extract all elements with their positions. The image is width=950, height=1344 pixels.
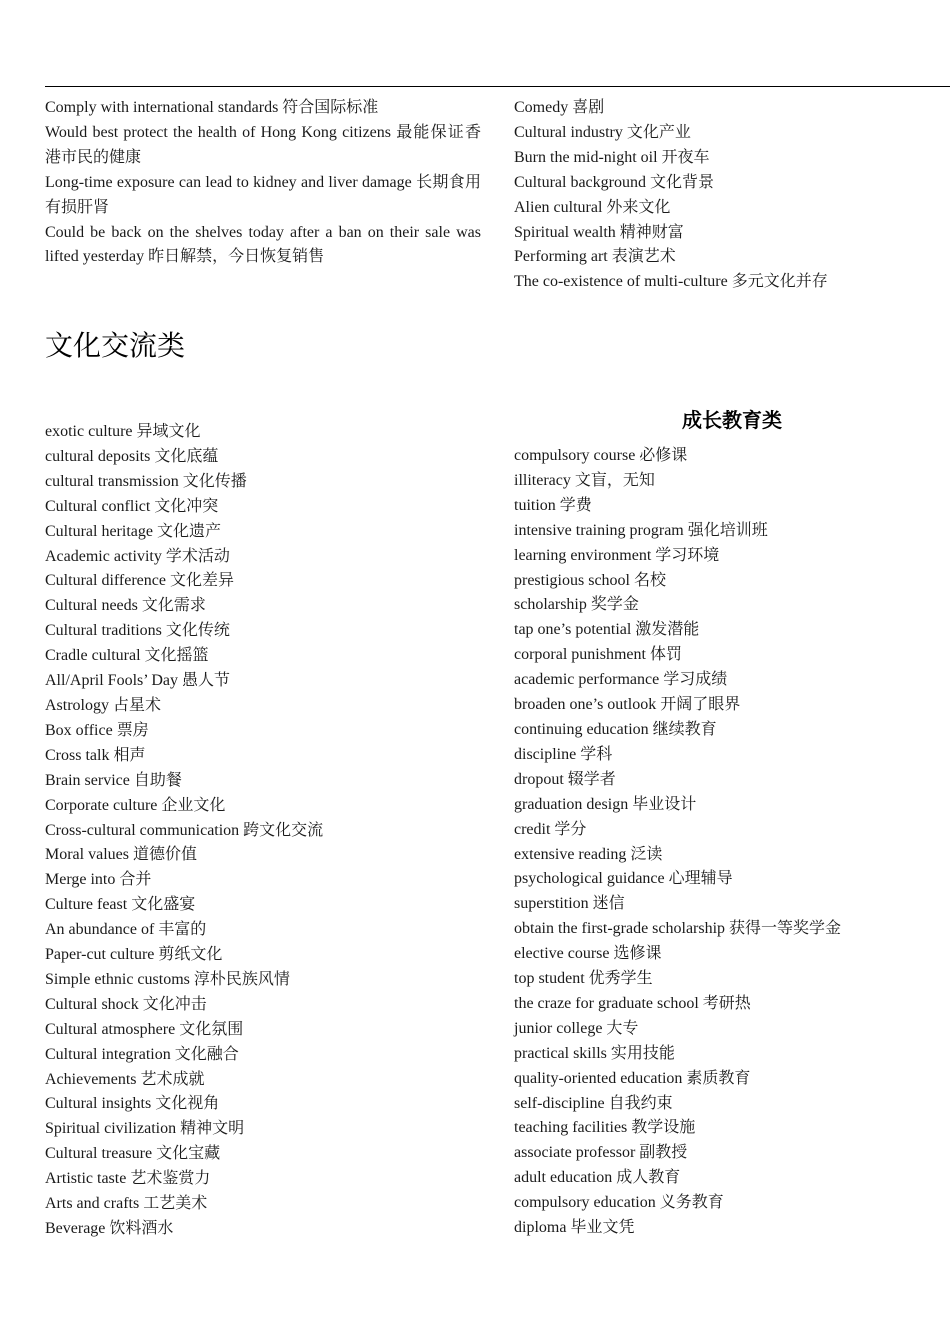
vocab-entry: junior college 大专 — [514, 1019, 639, 1037]
vocab-entry: elective course 选修课 — [514, 945, 662, 963]
vocab-entry: Cradle cultural 文化摇篮 — [45, 647, 209, 665]
vocab-entry: Cultural heritage 文化遗产 — [45, 522, 221, 540]
vocab-entry: Arts and crafts 工艺美术 — [45, 1195, 208, 1213]
vocab-entry: teaching facilities 教学设施 — [514, 1119, 696, 1137]
vocab-entry: corporal punishment 体罚 — [514, 646, 682, 664]
vocab-entry: Would best protect the health of Hong Kong citizens 最能保证香港市民的健康 — [45, 123, 481, 166]
vocab-entry: superstition 迷信 — [514, 895, 625, 913]
vocab-entry: Moral values 道德价值 — [45, 846, 197, 864]
vocab-entry: adult education 成人教育 — [514, 1169, 681, 1187]
vocab-entry: Academic activity 学术活动 — [45, 547, 230, 565]
vocab-entry: Cultural background 文化背景 — [514, 173, 714, 191]
vocab-entry: Burn the mid-night oil 开夜车 — [514, 148, 710, 166]
vocab-entry: Brain service 自助餐 — [45, 771, 182, 789]
vocab-entry: tap one’s potential 激发潜能 — [514, 621, 700, 639]
vocab-entry: Alien cultural 外来文化 — [514, 198, 671, 216]
vocab-entry: Artistic taste 艺术鉴赏力 — [45, 1170, 211, 1188]
vocab-entry: An abundance of 丰富的 — [45, 921, 207, 939]
vocab-entry: Cultural shock 文化冲击 — [45, 995, 207, 1013]
vocab-entry: cultural deposits 文化底蕴 — [45, 447, 219, 465]
vocab-entry: Cultural insights 文化视角 — [45, 1095, 220, 1113]
vocab-entry: scholarship 奖学金 — [514, 596, 639, 614]
culture-vocab-list — [45, 420, 481, 1242]
vocab-entry: Cultural traditions 文化传统 — [45, 622, 230, 640]
vocab-entry: Box office 票房 — [45, 721, 149, 739]
vocab-entry: Cultural treasure 文化宝藏 — [45, 1145, 221, 1163]
top-rule — [45, 86, 950, 87]
vocab-entry: Spiritual civilization 精神文明 — [45, 1120, 245, 1138]
top-left-column — [45, 96, 481, 270]
vocab-entry: Comply with international standards 符合国际标准 — [45, 99, 379, 116]
vocab-entry: Merge into 合并 — [45, 871, 152, 889]
vocab-entry: top student 优秀学生 — [514, 970, 653, 988]
vocab-entry: The co-existence of multi-culture 多元文化并存 — [514, 273, 828, 291]
vocab-entry: quality-oriented education 素质教育 — [514, 1069, 751, 1087]
vocab-entry: extensive reading 泛读 — [514, 845, 663, 863]
vocab-entry: associate professor 副教授 — [514, 1144, 688, 1162]
culture-section-title: 文化交流类 — [45, 329, 186, 362]
vocab-entry: practical skills 实用技能 — [514, 1044, 675, 1062]
vocab-entry: Beverage 饮料酒水 — [45, 1220, 174, 1237]
vocab-entry: Simple ethnic customs 淳朴民族风情 — [45, 970, 290, 988]
vocab-entry: graduation design 毕业设计 — [514, 795, 697, 813]
vocab-entry: psychological guidance 心理辅导 — [514, 870, 733, 888]
vocab-entry: intensive training program 强化培训班 — [514, 521, 768, 539]
vocab-entry: the craze for graduate school 考研热 — [514, 994, 751, 1012]
vocab-entry: Comedy 喜剧 — [514, 99, 605, 116]
education-section-title: 成长教育类 — [682, 408, 782, 432]
vocab-entry: Cultural difference 文化差异 — [45, 572, 234, 590]
vocab-entry: dropout 辍学者 — [514, 770, 616, 788]
vocab-entry: Performing art 表演艺术 — [514, 248, 676, 266]
vocab-entry: Cross-cultural communication 跨文化交流 — [45, 821, 324, 839]
vocab-entry: learning environment 学习环境 — [514, 546, 720, 564]
vocab-entry: Cultural needs 文化需求 — [45, 597, 206, 615]
vocab-entry: Spiritual wealth 精神财富 — [514, 223, 684, 241]
vocab-entry: credit 学分 — [514, 820, 587, 838]
vocab-entry: academic performance 学习成绩 — [514, 671, 728, 689]
vocab-entry: Could be back on the shelves today after a ban on their sale was lifted yesterday 昨日解禁，今日恢复销售 — [45, 223, 481, 266]
vocab-entry: All/April Fools’ Day 愚人节 — [45, 672, 231, 690]
vocab-entry: Long-time exposure can lead to kidney and liver damage 长期食用有损肝肾 — [45, 173, 481, 216]
education-vocab-list — [514, 444, 944, 1241]
vocab-entry: Cross talk 相声 — [45, 746, 146, 764]
vocab-entry: tuition 学费 — [514, 496, 592, 514]
vocab-entry: prestigious school 名校 — [514, 571, 666, 589]
vocab-entry: diploma 毕业文凭 — [514, 1219, 635, 1237]
vocab-entry: Cultural industry 文化产业 — [514, 123, 691, 141]
vocab-entry: cultural transmission 文化传播 — [45, 472, 247, 490]
vocab-entry: obtain the first-grade scholarship 获得一等奖学金 — [514, 920, 842, 938]
vocab-entry: Cultural atmosphere 文化氛围 — [45, 1020, 244, 1038]
vocab-entry: exotic culture 异域文化 — [45, 423, 201, 440]
vocab-entry: continuing education 继续教育 — [514, 720, 717, 738]
vocab-entry: Culture feast 文化盛宴 — [45, 896, 196, 914]
vocab-entry: Cultural integration 文化融合 — [45, 1045, 239, 1063]
top-right-column — [514, 96, 944, 295]
vocab-entry: Achievements 艺术成就 — [45, 1070, 205, 1088]
vocab-entry: compulsory course 必修课 — [514, 447, 688, 464]
vocab-entry: self-discipline 自我约束 — [514, 1094, 673, 1112]
vocab-entry: discipline 学科 — [514, 745, 613, 763]
vocab-entry: Corporate culture 企业文化 — [45, 796, 226, 814]
vocab-entry: Astrology 占星术 — [45, 696, 162, 714]
vocab-entry: Paper-cut culture 剪纸文化 — [45, 946, 223, 964]
vocab-entry: Cultural conflict 文化冲突 — [45, 497, 219, 515]
vocab-entry: broaden one’s outlook 开阔了眼界 — [514, 696, 741, 714]
vocab-entry: compulsory education 义务教育 — [514, 1194, 724, 1212]
vocab-entry: illiteracy 文盲，无知 — [514, 471, 655, 489]
